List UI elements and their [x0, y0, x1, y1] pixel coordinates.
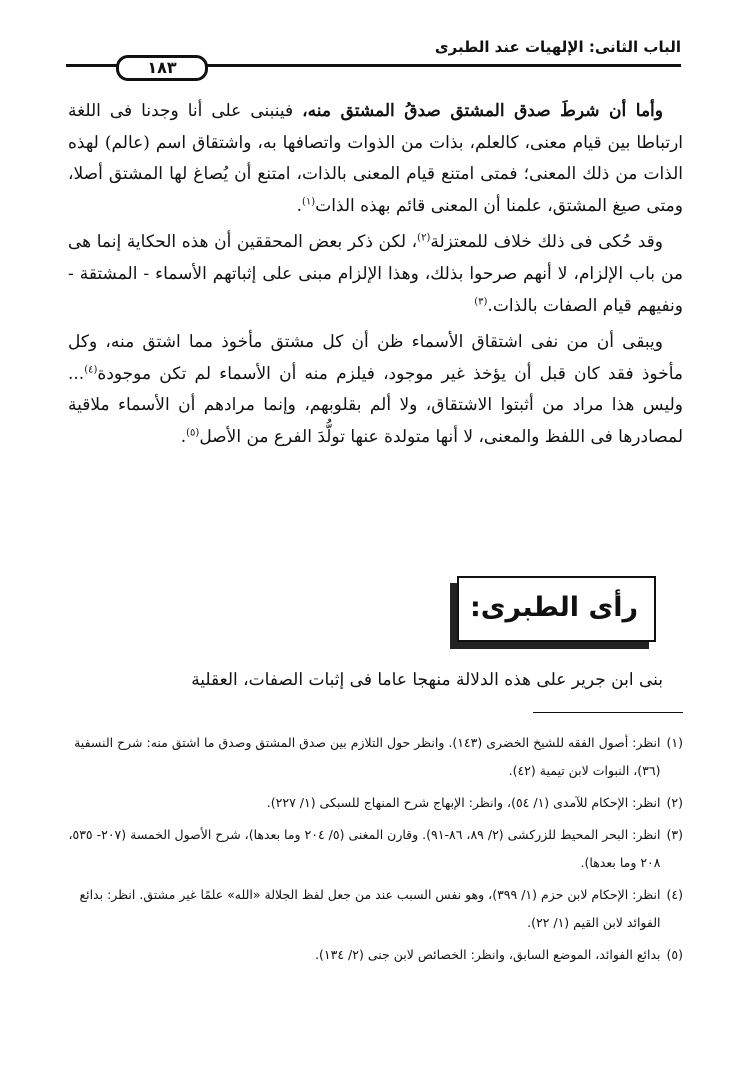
footnote-ref-2[interactable]: (٢) — [417, 232, 431, 244]
paragraph-2 — [68, 227, 683, 322]
footnote-ref-5[interactable]: (٥) — [186, 427, 200, 439]
footnote-ref-3[interactable]: (٣) — [474, 295, 488, 307]
paragraph-1-body: فينبنى على أنا وجدنا فى اللغة ارتباطا بين قيام معنى، كالعلم، بذات من الذوات واتصافها به، واشتقاق اسم (عالم) لهذه الذات من ذلك المعنى؛ فمتى امتنع قيام المعنى بالذات، امتنع أن يُصاغ لها المشتق أصلا، ومتى صيغ المشتق، علمنا أن المعنى قائم بهذه الذات — [68, 101, 683, 216]
footnote-number: (٤) — [666, 887, 683, 902]
footnote-ref-1[interactable]: (١) — [302, 196, 316, 208]
footnote-ref-4[interactable]: (٤) — [84, 364, 98, 376]
paragraph-3-part-b: ... وليس هذا مراد من أثبتوا الاشتقاق، ولا ألم بقلوبهم، وإنما مرادهم أن الأسماء ملاقية لمصادرها فى اللفظ والمعنى، لا أنها متولدة عنها تولُّدَ الفرع من الأصل — [68, 363, 683, 447]
paragraph-2-part-a: وقد حُكى فى ذلك خلاف للمعتزلة — [430, 232, 664, 253]
main-text — [68, 96, 683, 459]
footnote — [66, 881, 683, 937]
footnote-number: (٣) — [666, 827, 683, 842]
footnote — [66, 789, 683, 817]
footnote-text: انظر: الإحكام للآمدى (١/ ٥٤)، وانظر: الإبهاج شرح المنهاج للسبكى (١/ ٢٢٧). — [266, 795, 661, 810]
paragraph-3-part-a: ويبقى أن من نفى اشتقاق الأسماء ظن أن كل مشتق مأخوذ مما اشتق منه، وكل مأخوذ فقد كان قبل أن يؤخذ غير موجود، فيلزم منه أن الأسماء لم تكن موجودة — [68, 332, 683, 384]
section-heading-box — [457, 576, 656, 642]
paragraph-1-lead: وأما أن شرطَ صدق المشتق صدقُ المشتق منه، — [302, 101, 663, 121]
footnote-text: انظر: أصول الفقه للشيخ الخضرى (١٤٣). وانظر حول التلازم بين صدق المشتق وصدق ما اشتق منه: شرح النسفية (٣٦)، النبوات لابن تيمية (٤٢). — [74, 735, 661, 778]
footnote-text: انظر: الإحكام لابن حزم (١/ ٣٩٩)، وهو نفس السبب عند من جعل لفظ الجلالة «الله» علمًا غير مشتق. انظر: بدائع الفوائد لابن القيم (١/ ٢٢). — [79, 887, 661, 930]
chapter-title: الباب الثانى: الإلهيات عند الطبرى — [434, 38, 681, 56]
page-number: ١٨٣ — [116, 55, 208, 81]
footnote — [66, 941, 683, 969]
section-heading: رأى الطبرى: — [470, 592, 638, 623]
footnote-text: انظر: البحر المحيط للزركشى (٢/ ٨٩، ٨٦-٩١). وقارن المغنى (٥/ ٢٠٤ وما بعدها)، شرح الأصول الخمسة (٢٠٧- ٥٣٥، ٢٠٨ وما بعدها). — [68, 827, 661, 870]
paragraph-3-end: . — [180, 426, 187, 447]
paragraph-2-part-b: ، لكن ذكر بعض المحققين أن هذه الحكاية إنما هى من باب الإلزام، لا أنهم صرحوا بذلك، وهذا الإلزام مبنى على إثباتهم الأسماء - المشتقة - ونفيهم قيام الصفات بالذات. — [68, 232, 683, 316]
footnote-number: (١) — [666, 735, 683, 750]
section-first-line: بنى ابن جرير على هذه الدلالة منهجا عاما فى إثبات الصفات، العقلية — [191, 670, 663, 690]
paragraph-1 — [68, 96, 683, 222]
footnote-number: (٢) — [666, 795, 683, 810]
paragraph-3 — [68, 327, 683, 453]
footnotes — [66, 729, 683, 973]
paragraph-1-end: . — [296, 195, 302, 216]
footnote — [66, 821, 683, 877]
footnote — [66, 729, 683, 785]
footnote-separator — [533, 712, 683, 713]
running-header — [66, 28, 681, 78]
footnote-text: بدائع الفوائد، الموضع السابق، وانظر: الخصائص لابن جنى (٢/ ١٣٤). — [315, 947, 661, 962]
footnote-number: (٥) — [666, 947, 683, 962]
